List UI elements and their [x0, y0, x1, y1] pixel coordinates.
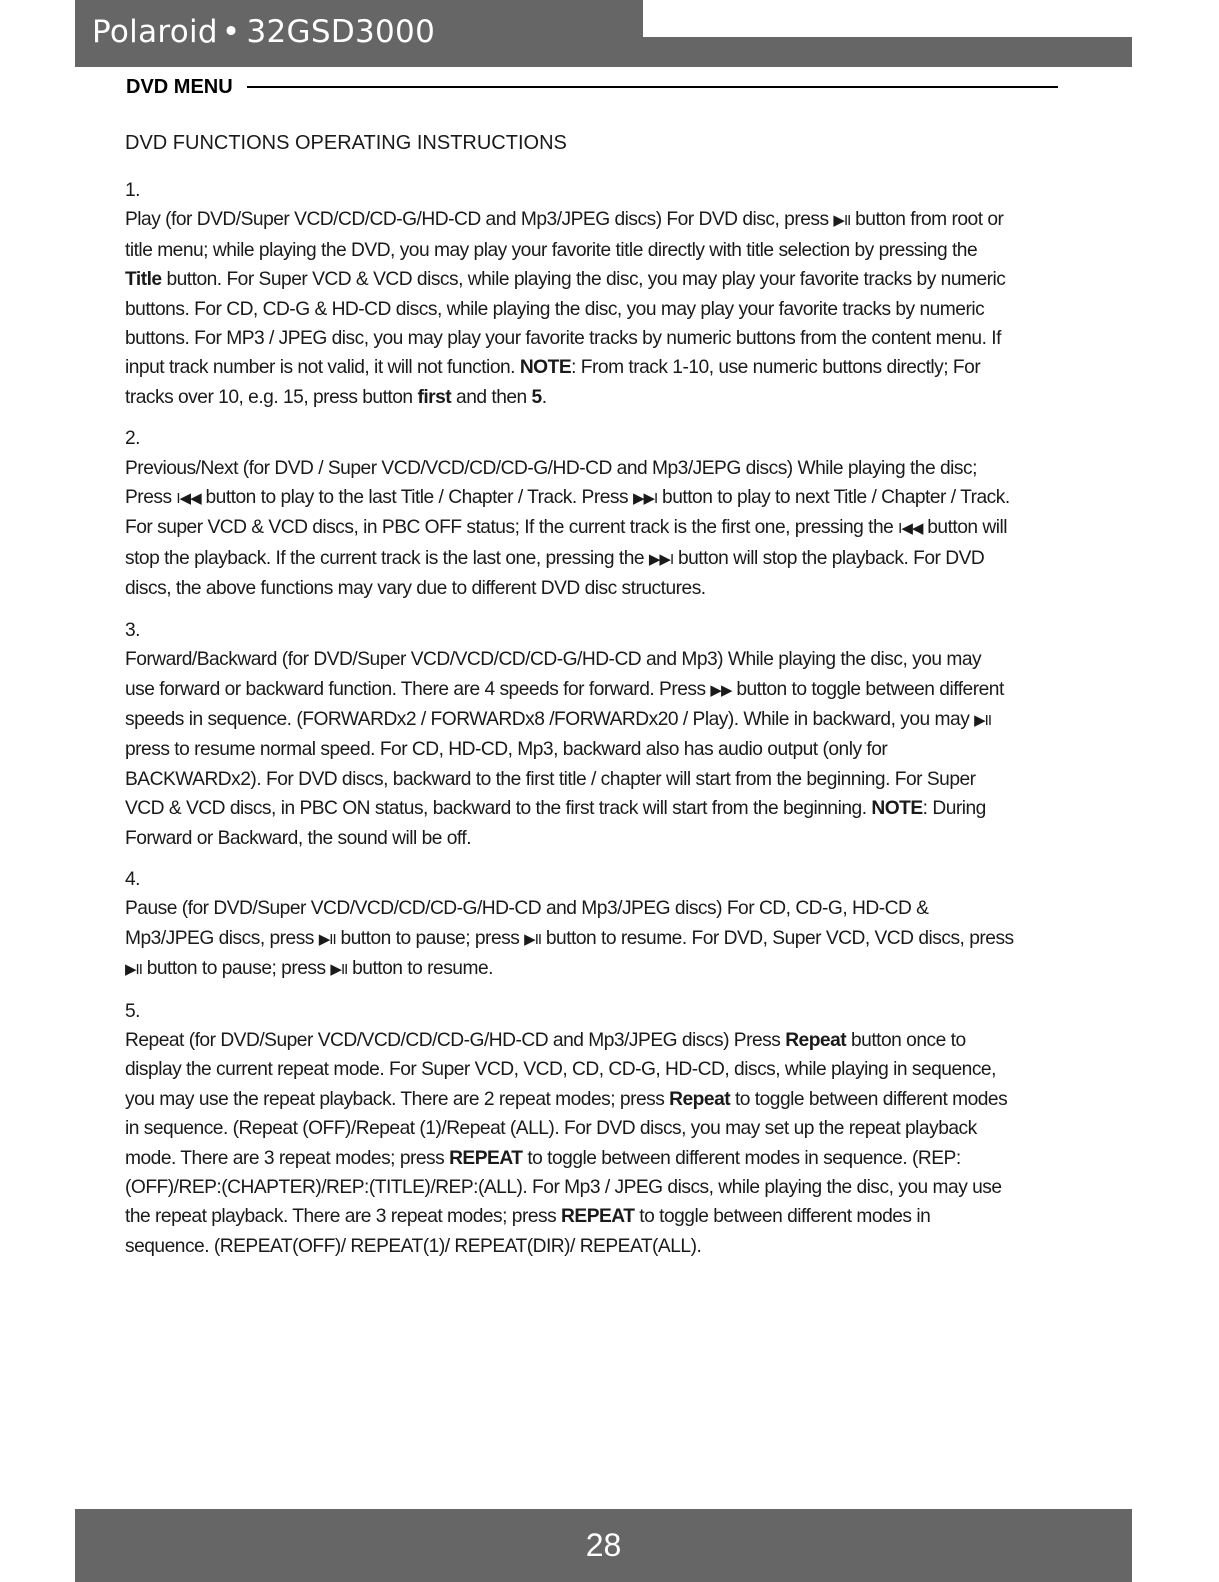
note-label: NOTE [519, 357, 572, 379]
text-run: button to pause; press [335, 927, 525, 949]
text-run: button to resume. [347, 958, 493, 980]
item-number: 4. [125, 868, 141, 890]
item-number: 3. [125, 619, 141, 641]
brand-name: Polaroid [92, 14, 218, 50]
text-run: button once to display the current repeat mode. For Super VCD, VCD, CD, CD-G, HD-CD, discs, while playing in sequence, you may use the repeat playback. There are 2 repeat modes; press [125, 1029, 996, 1110]
play-pause-icon: ▶II [330, 961, 348, 979]
item-text [125, 205, 1015, 412]
previous-icon: I◀◀ [898, 520, 923, 538]
text-run: button from root or title menu; while playing the DVD, you may play your favorite title directly with title selection by pressing the [125, 209, 1004, 261]
item-number: 1. [125, 180, 141, 201]
bold-term: first [417, 386, 452, 408]
previous-icon: I◀◀ [176, 490, 201, 508]
text-run: Previous/Next (for DVD / Super VCD/VCD/CD/CD-G/HD-CD and Mp3/JEPG discs) While playing the disc; Press [125, 457, 977, 509]
text-run: to toggle between different modes in sequence. (REPEAT(OFF)/ REPEAT(1)/ REPEAT(DIR)/ REPEAT(ALL). [125, 1206, 931, 1257]
bold-term: Repeat [785, 1029, 847, 1051]
bold-term: REPEAT [449, 1147, 523, 1169]
page-number: 28 [585, 1527, 622, 1563]
text-run: and then [451, 386, 532, 408]
section-heading-rule [247, 86, 1058, 88]
text-run: button to play to the last Title / Chapter / Track. Press [200, 487, 633, 509]
section-heading [126, 74, 1058, 100]
text-run: : During Forward or Backward, the sound will be off. [125, 798, 986, 849]
instruction-item-1 [125, 176, 1015, 412]
footer-bar [75, 1509, 1132, 1582]
bold-term: Repeat [669, 1088, 731, 1110]
instruction-item-3 [125, 616, 1015, 853]
play-pause-icon: ▶II [974, 711, 991, 729]
header-notch [643, 0, 1132, 37]
note-label: NOTE [871, 798, 923, 820]
instructions-list [125, 176, 1015, 1273]
item-number: 2. [125, 428, 141, 450]
text-run: button will stop the playback. If the current track is the last one, pressing the [125, 517, 1008, 569]
item-number: 5. [125, 1000, 141, 1022]
play-pause-icon: ▶II [318, 930, 336, 948]
bold-term: 5 [531, 386, 542, 408]
item-text [125, 1026, 1015, 1261]
brand-title [92, 12, 435, 52]
text-run: to toggle between different modes in sequence. (REP: (OFF)/REP:(CHAPTER)/REP:(TITLE)/REP:(ALL). For Mp3 / JPEG discs, while playing the disc, you may use the repeat playback. There are 3 repeat modes; press [125, 1147, 1002, 1228]
text-run: button will stop the playback. For DVD discs, the above functions may vary due to different DVD disc structures. [125, 547, 985, 600]
text-run: . [541, 386, 547, 408]
fast-forward-icon: ▶▶ [710, 681, 732, 699]
text-run: press to resume normal speed. For CD, HD-CD, Mp3, backward also has audio output (only for BACKWARDx2). For DVD discs, backward to the first title / chapter will start from the beginning. For Super VCD & VCD discs, in PBC ON status, backward to the first track will start from the beginning. [125, 739, 976, 820]
instruction-item-2 [125, 424, 1015, 603]
item-text [125, 894, 1015, 984]
text-run: Pause (for DVD/Super VCD/VCD/CD/CD-G/HD-CD and Mp3/JPEG discs) For CD, CD-G, HD-CD & Mp3/JPEG discs, press [125, 898, 929, 949]
text-run: Repeat (for DVD/Super VCD/VCD/CD/CD-G/HD-CD and Mp3/JPEG discs) Press [125, 1029, 786, 1051]
document-title: DVD FUNCTIONS OPERATING INSTRUCTIONS [125, 132, 567, 154]
text-run: to toggle between different modes in sequence. (Repeat (OFF)/Repeat (1)/Repeat (ALL). For DVD discs, you may set up the repeat playback mode. There are 3 repeat modes; press [125, 1088, 1008, 1169]
text-run: Play (for DVD/Super VCD/CD/CD-G/HD-CD and Mp3/JPEG discs) For DVD disc, press [125, 209, 834, 231]
text-run: button. For Super VCD & VCD discs, while playing the disc, you may play your favorite tracks by numeric buttons. For CD, CD-G & HD-CD discs, while playing the disc, you may play your favorite tracks by numeric buttons. For MP3 / JPEG disc, you may play your favorite tracks by numeric buttons from the content menu. If input track number is not valid, it will not function. [125, 269, 1006, 379]
bold-term: REPEAT [561, 1206, 635, 1228]
section-heading-label: DVD MENU [126, 75, 233, 98]
next-icon: ▶▶I [632, 490, 658, 508]
play-pause-icon: ▶II [125, 961, 142, 979]
text-run: button to pause; press [141, 958, 331, 980]
item-text [125, 454, 1015, 604]
play-pause-icon: ▶II [833, 212, 851, 230]
text-run: Forward/Backward (for DVD/Super VCD/VCD/CD/CD-G/HD-CD and Mp3) While playing the disc, you may use forward or backward function. There are 4 speeds for forward. Press [125, 649, 982, 700]
play-pause-icon: ▶II [524, 930, 542, 948]
text-run: button to resume. For DVD, Super VCD, VCD discs, press [541, 927, 1014, 949]
instruction-item-4 [125, 865, 1015, 985]
instruction-item-5 [125, 997, 1015, 1262]
text-run: : From track 1-10, use numeric buttons directly; For tracks over 10, e.g. 15, press button [125, 357, 981, 408]
text-run: button to toggle between different speeds in sequence. (FORWARDx2 / FORWARDx8 /FORWARDx20 / Play). While in backward, you may [125, 678, 1004, 730]
bold-term: Title [125, 269, 162, 291]
text-run: button to play to next Title / Chapter / Track. For super VCD & VCD discs, in PBC OFF status; If the current track is the first one, pressing the [125, 487, 1010, 539]
model-number: 32GSD3000 [246, 14, 436, 50]
item-text [125, 645, 1015, 853]
brand-separator: • [221, 14, 241, 50]
next-icon: ▶▶I [648, 550, 674, 568]
